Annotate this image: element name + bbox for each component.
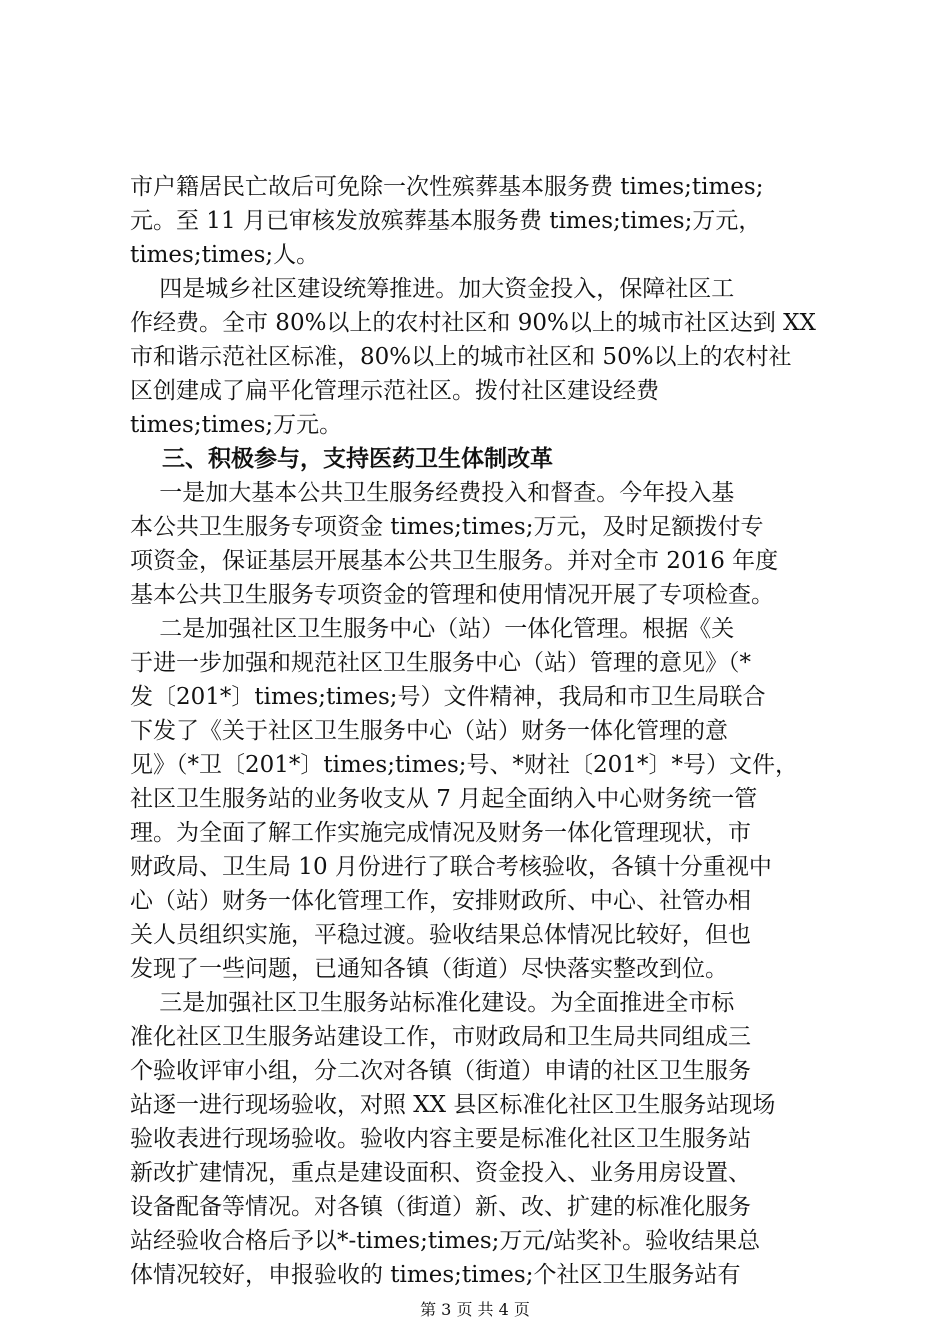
text-line: 设备配备等情况。对各镇（街道）新、改、扩建的标准化服务 xyxy=(130,1194,751,1220)
text-line: 作经费。全市 80%以上的农村社区和 90%以上的城市社区达到 XX xyxy=(130,310,816,336)
text-line: 一是加大基本公共卫生服务经费投入和督查。今年投入基 xyxy=(130,480,735,506)
text-line: 元。至 11 月已审核发放殡葬基本服务费 times;times;万元， xyxy=(130,208,762,234)
text-line: 站逐一进行现场验收，对照 XX 县区标准化社区卫生服务站现场 xyxy=(130,1092,776,1118)
text-line: times;times;人。 xyxy=(130,242,320,268)
text-line: times;times;万元。 xyxy=(130,412,343,438)
text-line: 发现了一些问题，已通知各镇（街道）尽快落实整改到位。 xyxy=(130,956,728,982)
text-line: 体情况较好，申报验收的 times;times;个社区卫生服务站有 xyxy=(130,1262,741,1288)
text-line: 下发了《关于社区卫生服务中心（站）财务一体化管理的意 xyxy=(130,718,728,744)
text-line: 见》（*卫〔201*〕times;times;号、*财社〔201*〕*号）文件， xyxy=(130,752,798,778)
text-line: 准化社区卫生服务站建设工作，市财政局和卫生局共同组成三 xyxy=(130,1024,751,1050)
text-line: 项资金，保证基层开展基本公共卫生服务。并对全市 2016 年度 xyxy=(130,548,779,574)
text-line: 于进一步加强和规范社区卫生服务中心（站）管理的意见》（* xyxy=(130,650,751,676)
text-line: 基本公共卫生服务专项资金的管理和使用情况开展了专项检查。 xyxy=(130,582,774,608)
text-line: 市户籍居民亡故后可免除一次性殡葬基本服务费 times;times; xyxy=(130,174,764,200)
text-line: 验收表进行现场验收。验收内容主要是标准化社区卫生服务站 xyxy=(130,1126,751,1152)
text-line: 个验收评审小组，分二次对各镇（街道）申请的社区卫生服务 xyxy=(130,1058,751,1084)
text-line: 二是加强社区卫生服务中心（站）一体化管理。根据《关 xyxy=(130,616,735,642)
text-line: 本公共卫生服务专项资金 times;times;万元，及时足额拨付专 xyxy=(130,514,764,540)
text-line: 心（站）财务一体化管理工作，安排财政所、中心、社管办相 xyxy=(130,888,751,914)
text-line: 理。为全面了解工作实施完成情况及财务一体化管理现状，市 xyxy=(130,820,751,846)
text-line: 三是加强社区卫生服务站标准化建设。为全面推进全市标 xyxy=(130,990,735,1016)
text-line: 市和谐示范社区标准，80%以上的城市社区和 50%以上的农村社 xyxy=(130,344,792,370)
text-line: 新改扩建情况，重点是建设面积、资金投入、业务用房设置、 xyxy=(130,1160,751,1186)
text-line: 财政局、卫生局 10 月份进行了联合考核验收，各镇十分重视中 xyxy=(130,854,772,880)
text-line: 社区卫生服务站的业务收支从 7 月起全面纳入中心财务统一管 xyxy=(130,786,758,812)
text-line: 发〔201*〕times;times;号）文件精神，我局和市卫生局联合 xyxy=(130,684,766,710)
text-line: 关人员组织实施，平稳过渡。验收结果总体情况比较好，但也 xyxy=(130,922,751,948)
section-heading: 三、积极参与，支持医药卫生体制改革 xyxy=(130,445,554,472)
text-line: 区创建成了扁平化管理示范社区。拨付社区建设经费 xyxy=(130,378,659,404)
page-footer: 第 3 页 共 4 页 xyxy=(420,1300,530,1319)
text-line: 四是城乡社区建设统筹推进。加大资金投入，保障社区工 xyxy=(130,276,735,302)
text-line: 站经验收合格后予以*-times;times;万元/站奖补。验收结果总 xyxy=(130,1228,761,1254)
